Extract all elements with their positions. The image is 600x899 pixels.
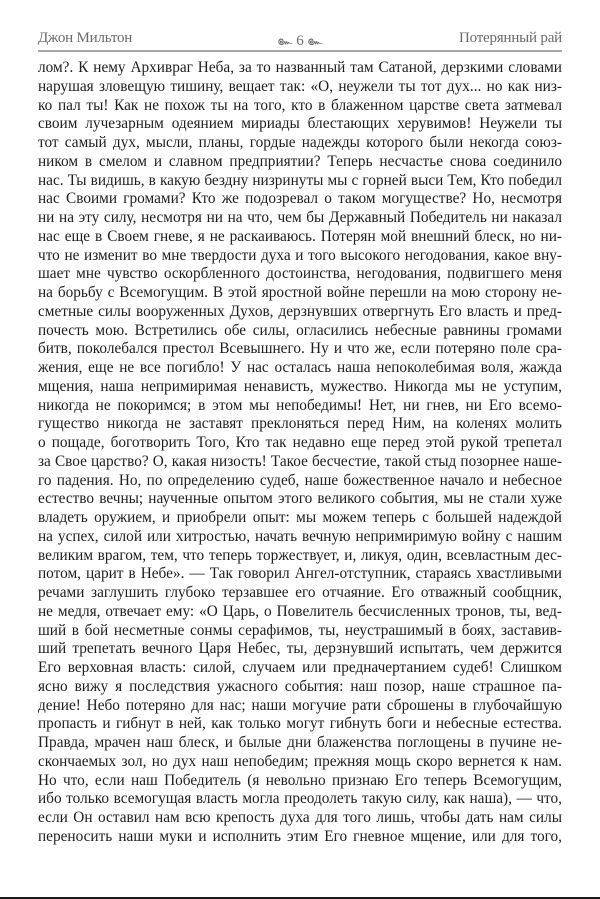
header-title: Потерянный рай — [458, 30, 562, 46]
text-line: почесть мою. Встретились обе силы, огласились небесные равнины громами — [38, 321, 562, 339]
ornament-left-icon: ๛ — [277, 33, 293, 48]
body-text — [38, 59, 562, 847]
text-line: за Свое царство? О, какая низость! Такое бесчестие, такой стыд позорнее наше- — [38, 452, 562, 470]
text-line: жения, еще не все погибло! У нас осталась наша непоколебимая воля, жажда — [38, 359, 562, 376]
ornament-right-icon: ๛ — [307, 33, 323, 48]
page-number: 6 — [296, 33, 304, 49]
text-line: гущество никогда не заставят преклоняться перед Ним, на коленях молить — [38, 415, 562, 433]
text-line: ясно вижу я последствия ужасного события: наш позор, наше страшное па- — [38, 677, 562, 695]
text-line: дение! Небо потеряно для нас; наши могучие рати сброшены в глубочайшую — [38, 696, 562, 714]
header-author: Джон Мильтон — [38, 30, 133, 46]
text-line: переносить наши муки и исполнить этим Его гневное мщение, или для того, — [38, 827, 562, 845]
running-header — [38, 28, 562, 52]
text-line: пропасть и гибнут в ней, как только могут гибнуть боги и небесные естества. — [38, 715, 562, 733]
text-line: ником в смелом и славном предприятии? Теперь несчастье снова соединило — [38, 152, 562, 170]
text-line: скончаемых зол, но дух наш непобедим; прежняя мощь скоро вернется к нам. — [38, 752, 562, 770]
text-line: что не изменит во мне твердости духа и того высокого негодования, какое вну- — [38, 246, 562, 264]
text-line: своим лучезарным одеянием мириады блестающих херувимов! Неужели ты — [38, 115, 562, 133]
text-line: нас еще в Своем гневе, я не раскаиваюсь. Потерян мой внешний блеск, но ни- — [38, 227, 562, 245]
text-line: ибо только всемогущая власть могла преодолеть такую силу, как наша), — что, — [38, 790, 562, 808]
text-line: естество вечны; наученные опытом этого великого события, мы не стали хуже — [38, 490, 562, 508]
text-line: ший трепетать вечного Царя Небес, ты, дерзнувший испытать, чем держится — [38, 640, 562, 658]
text-line: нарушая зловещую тишину, вещает так: «О, неужели ты тот дух... но как низ- — [38, 77, 562, 95]
text-line: Его верховная власть: силой, случаем или предначертанием судеб! Слишком — [38, 659, 562, 676]
text-line: нас Своими громами? Кто же подозревал о таком могуществе? Но, несмотря — [38, 190, 562, 208]
text-line: лом?. К нему Архивраг Неба, за то названный там Сатаной, дерзкими словами — [38, 59, 562, 76]
text-line: тот самый дух, мысли, планы, гордые надежды которого были некогда союз- — [38, 134, 562, 151]
text-line: речами заглушить глубоко терзавшее его отчаяние. Его отважный сообщник, — [38, 584, 562, 601]
text-line: Правда, мрачен наш блеск, и былые дни блаженства поглощены в пучине не- — [38, 734, 562, 751]
text-line: о пощаде, боготворить Того, Кто так недавно еще перед этой рукой трепетал — [38, 434, 562, 451]
text-line: великим врагом, тем, что теперь торжествует, и, ликуя, один, всевластным дес- — [38, 546, 562, 564]
text-line: на успех, силой или хитростью, начать вечную непримиримую войну с нашим — [38, 527, 562, 545]
text-line: ни на эту силу, несмотря ни на что, чем бы Державный Победитель ни наказал — [38, 209, 562, 226]
text-line: ший в бой несметные сонмы серафимов, ты, неустрашимый в боях, заставив- — [38, 621, 562, 639]
text-line: битв, поколебался престол Всевышнего. Ну и что же, если потеряно поле сра- — [38, 340, 562, 358]
text-line: Но что, если наш Победитель (я невольно признаю Его теперь Всемогущим, — [38, 771, 562, 789]
text-line: шает мне чувство оскорбленного достоинства, негодования, подвигшего меня — [38, 265, 562, 283]
text-line: ко пал ты! Как не похож ты на того, кто в блаженном царстве света затмевал — [38, 96, 562, 114]
text-line: нас. Ты видишь, в какую бездну низринуты мы с горней выси Тем, Кто победил — [38, 171, 562, 189]
text-line: сметные силы вооруженных Духов, дерзнувших отвергнуть Его власть и пред- — [38, 302, 562, 320]
text-line: если Он оставил нам всю крепость духа для того лишь, чтобы дать нам силы — [38, 809, 562, 826]
text-line: на борьбу с Всемогущим. В этой яростной войне перешли на мою сторону не- — [38, 284, 562, 301]
text-line: потом, царит в Небе». — Так говорил Ангел-отступник, стараясь хвастливыми — [38, 565, 562, 583]
text-line: владеть оружием, и приобрели опыт: мы можем теперь с большей надеждой — [38, 509, 562, 526]
text-line: не медля, отвечает ему: «О Царь, о Повелитель бесчисленных тронов, ты, вед- — [38, 602, 562, 620]
text-line: никогда не покоримся; в этом мы непобедимы! Нет, ни гнев, ни Его всемо- — [38, 396, 562, 414]
text-line: мщения, наша непримиримая ненависть, мужество. Никогда мы не уступим, — [38, 377, 562, 395]
text-line: го падения. Но, по определению судеб, наше божественное начало и небесное — [38, 471, 562, 489]
